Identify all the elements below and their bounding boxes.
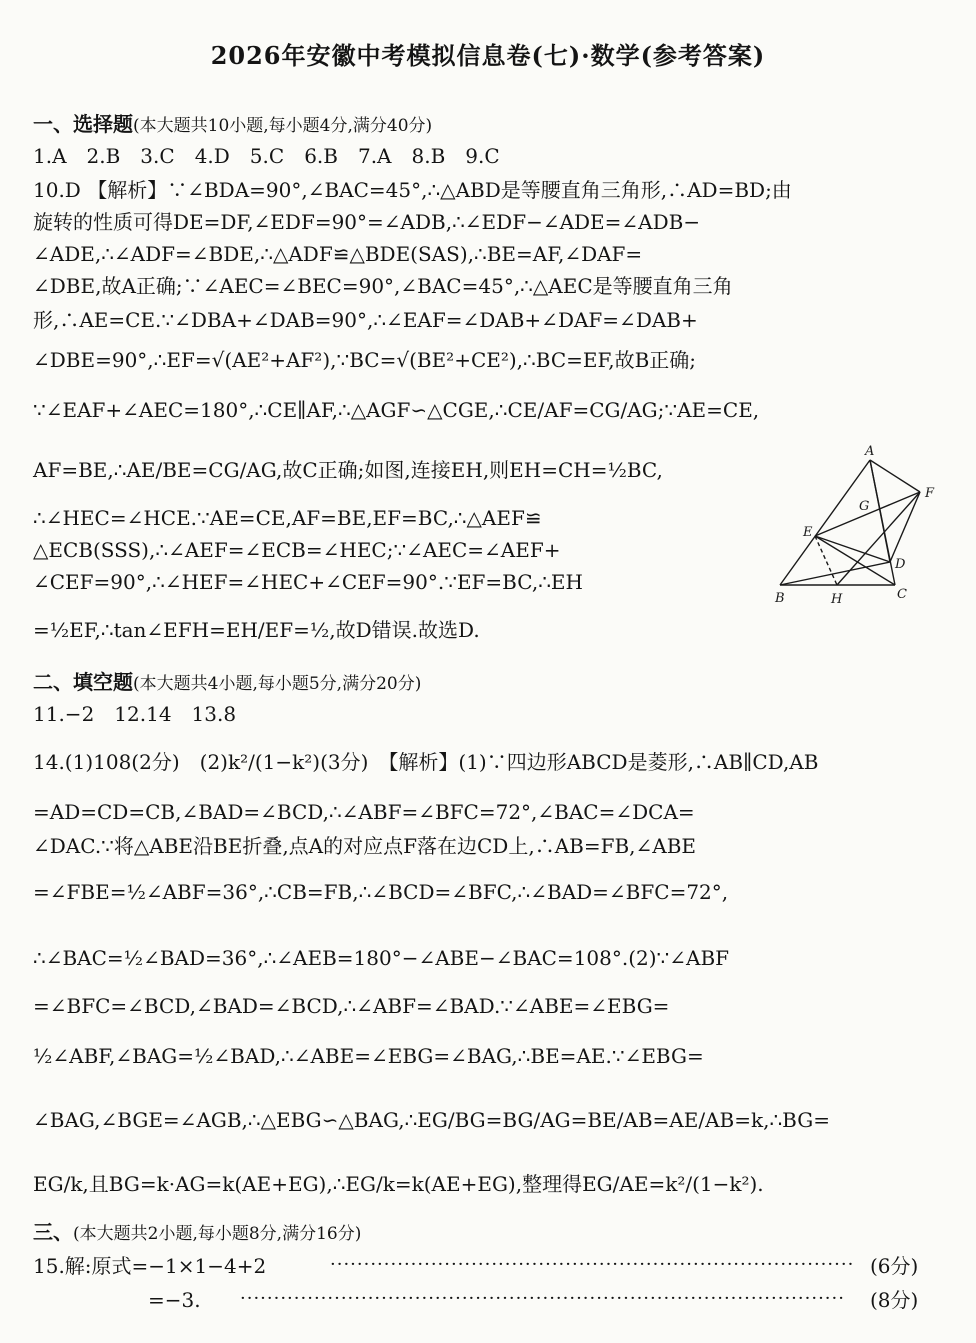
q10-line-9: ∴∠HEC=∠HCE.∵AE=CE,AF=BE,EF=BC,∴△AEF≌ [33, 506, 542, 530]
geometry-figure [765, 440, 945, 610]
q10-line-11: ∠CEF=90°,∴∠HEF=∠HEC+∠CEF=90°.∵EF=BC,∴EH [33, 570, 583, 594]
q15-score-1: (6分) [870, 1254, 919, 1278]
q14-line-9: EG/k,且BG=k·AG=k(AE+EG),∴EG/k=k(AE+EG),整理得EG/AE=k²/(1−k²). [33, 1172, 764, 1196]
q10-line-12: =½EF,∴tan∠EFH=EH/EF=½,故D错误.故选D. [33, 618, 480, 642]
section2-note: (本大题共4小题,每小题5分,满分20分) [133, 674, 422, 694]
q10-line-7: ∵∠EAF+∠AEC=180°,∴CE∥AF,∴△AGF∽△CGE,∴CE/AF=CG/AG;∵AE=CE, [33, 398, 760, 422]
page-title: 2026年安徽中考模拟信息卷(七)·数学(参考答案) [210, 41, 766, 70]
dot-leader-2: ·························································································· [240, 1288, 845, 1309]
label-b: B [775, 591, 785, 606]
section2-header [33, 666, 938, 700]
q10-line-1: 10.D 【解析】∵∠BDA=90°,∠BAC=45°,∴△ABD是等腰直角三角形,∴AD=BD;由 [33, 178, 792, 202]
section3-heading: 三、 [33, 1220, 73, 1244]
q14-line-2: =AD=CD=CB,∠BAD=∠BCD,∴∠ABF=∠BFC=72°,∠BAC=∠DCA= [33, 800, 695, 824]
q14-line-4: =∠FBE=½∠ABF=36°,∴CB=FB,∴∠BCD=∠BFC,∴∠BAD=∠BFC=72°, [33, 880, 729, 904]
section1-header [33, 108, 938, 142]
edge-ec [815, 536, 895, 585]
q15-score-2: (8分) [870, 1288, 919, 1312]
q14-line-6: =∠BFC=∠BCD,∠BAD=∠BCD,∴∠ABF=∠BAD.∵∠ABE=∠EBG= [33, 994, 670, 1018]
edge-ed [815, 536, 890, 562]
q10-line-6: ∠DBE=90°,∴EF=√(AE²+AF²),∵BC=√(BE²+CE²),∴BC=EF,故B正确; [33, 348, 697, 372]
label-g: G [859, 499, 870, 514]
q14-line-1: 14.(1)108(2分) (2)k²/(1−k²)(3分) 【解析】(1)∵四边形ABCD是菱形,∴AB∥CD,AB [33, 750, 819, 774]
q10-line-4: ∠DBE,故A正确;∵∠AEC=∠BEC=90°,∠BAC=45°,∴△AEC是等腰直角三角 [33, 274, 733, 298]
q14-line-3: ∠DAC.∵将△ABE沿BE折叠,点A的对应点F落在边CD上,∴AB=FB,∠ABE [33, 834, 697, 858]
q15-line-1: 15.解:原式=−1×1−4+2 [33, 1254, 267, 1278]
section3-note: (本大题共2小题,每小题8分,满分16分) [73, 1224, 362, 1244]
dot-leader-1: ·············································································· [330, 1254, 855, 1275]
q10-line-2: 旋转的性质可得DE=DF,∠EDF=90°=∠ADB,∴∠EDF−∠ADE=∠ADB− [33, 210, 701, 234]
label-f: F [925, 486, 935, 501]
answers-11-13: 11.−2 12.14 13.8 [33, 702, 237, 726]
label-e: E [803, 525, 813, 540]
answers-1-9: 1.A 2.B 3.C 4.D 5.C 6.B 7.A 8.B 9.C [33, 144, 500, 168]
q15-line-2: =−3. [148, 1288, 201, 1312]
q14-line-8: ∠BAG,∠BGE=∠AGB,∴△EBG∽△BAG,∴EG/BG=BG/AG=BE/AB=AE/AB=k,∴BG= [33, 1108, 830, 1132]
q10-line-3: ∠ADE,∴∠ADF=∠BDE,∴△ADF≌△BDE(SAS),∴BE=AF,∠DAF= [33, 242, 643, 266]
q14-line-5: ∴∠BAC=½∠BAD=36°,∴∠AEB=180°−∠ABE−∠BAC=108°.(2)∵∠ABF [33, 946, 730, 970]
q10-line-10: △ECB(SSS),∴∠AEF=∠ECB=∠HEC;∵∠AEC=∠AEF+ [33, 538, 561, 562]
section3-header [33, 1216, 938, 1250]
label-a: A [865, 444, 875, 459]
section2-heading: 二、填空题 [33, 670, 133, 694]
label-d: D [895, 557, 906, 572]
edge-ab [780, 460, 870, 585]
q14-line-7: ½∠ABF,∠BAG=½∠BAD,∴∠ABE=∠EBG=∠BAG,∴BE=AE.∵∠EBG= [33, 1044, 704, 1068]
label-h: H [831, 592, 843, 607]
q10-line-5: 形,∴AE=CE.∵∠DBA+∠DAB=90°,∴∠EAF=∠DAB+∠DAF=∠DAB+ [33, 308, 698, 332]
section1-note: (本大题共10小题,每小题4分,满分40分) [133, 116, 433, 136]
edge-af [870, 460, 920, 492]
section1-heading: 一、选择题 [33, 112, 133, 136]
label-c: C [897, 587, 907, 602]
q10-line-8: AF=BE,∴AE/BE=CG/AG,故C正确;如图,连接EH,则EH=CH=½BC, [33, 458, 663, 482]
